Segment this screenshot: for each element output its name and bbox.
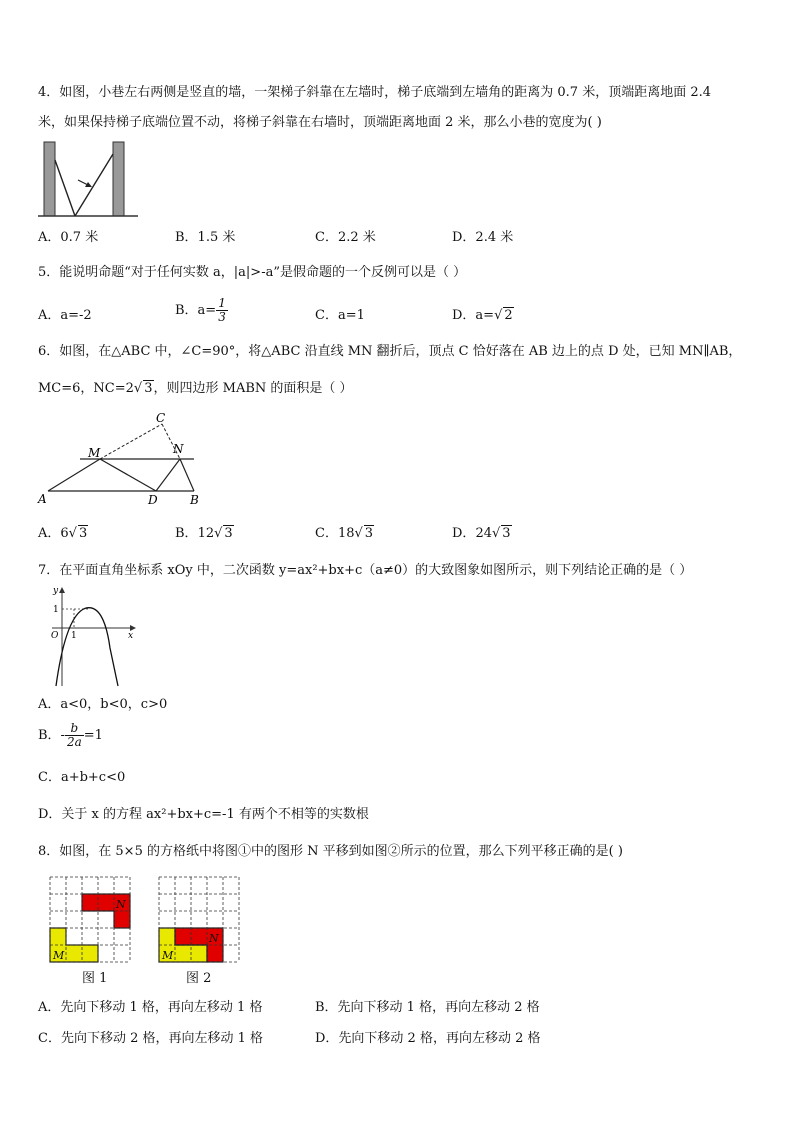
q5-option-a[interactable]: A．a=-2 (38, 308, 92, 323)
q8-option-a[interactable]: A．先向下移动 1 格，再向左移动 1 格 (38, 1000, 263, 1015)
q7-x-tick-1: 1 (71, 631, 77, 641)
q6-option-c-radicand: 3 (364, 526, 374, 541)
q6-stem-line2-suffix: ，则四边形 MABN 的面积是（ ） (153, 381, 353, 396)
q8-option-b[interactable]: B．先向下移动 1 格，再向左移动 2 格 (315, 1000, 540, 1015)
q7-option-b-fraction (65, 722, 84, 749)
q4-stem-line2: 米，如果保持梯子底端位置不动，将梯子斜靠在右墙时，顶端距离地面 2 米，那么小巷的宽度为( ) (38, 115, 602, 130)
q6-label-d: D (148, 493, 158, 507)
q6-option-a[interactable] (38, 525, 88, 543)
q6-nc-radicand: 3 (144, 381, 153, 396)
q6-label-m: M (88, 446, 101, 460)
q6-option-b-radicand: 3 (224, 526, 233, 541)
sqrt-sign-icon: √ (354, 526, 363, 541)
q6-nc-coefficient: 2 (125, 381, 134, 396)
q6-option-a-coef: 6 (60, 526, 69, 541)
q8-fig2-label-n: N (209, 932, 219, 945)
q7-option-b[interactable] (38, 722, 103, 749)
q5-option-d-prefix: D．a= (452, 308, 495, 323)
q4-option-d[interactable]: D．2.4 米 (452, 230, 514, 245)
q5-option-b-fraction (216, 297, 228, 324)
sqrt-sign-icon: √ (133, 381, 143, 396)
q4-option-a[interactable]: A．0.7 米 (38, 230, 99, 245)
sqrt-sign-icon: √ (68, 526, 77, 541)
q8-grid-figure-2 (159, 876, 241, 962)
q7-origin-label: O (51, 631, 59, 641)
q6-label-b: B (190, 493, 199, 507)
q8-fig1-caption: 图 1 (82, 971, 108, 986)
q8-option-c[interactable]: C．先向下移动 2 格，再向左移动 1 格 (38, 1031, 264, 1046)
q7-option-b-denominator: 2a (66, 735, 82, 749)
q6-option-a-prefix: A． (38, 526, 61, 541)
q7-axis-x-label: x (128, 631, 134, 641)
q7-option-b-prefix: B．- (38, 728, 65, 743)
sqrt-sign-icon: √ (214, 526, 223, 541)
q5-option-b-numerator: 1 (218, 296, 226, 310)
q6-option-a-radicand: 3 (78, 526, 88, 541)
sqrt-sign-icon: √ (491, 526, 501, 541)
q6-stem-line2-prefix: MC=6，NC= (38, 381, 126, 396)
q6-option-d[interactable] (452, 525, 512, 543)
q7-option-a[interactable]: A．a<0，b<0，c>0 (38, 697, 168, 712)
q6-option-b-prefix: B． (175, 526, 198, 541)
q6-option-d-prefix: D． (452, 526, 476, 541)
q6-option-d-coef: 24 (475, 526, 492, 541)
q7-option-b-suffix: =1 (83, 728, 103, 743)
q6-option-d-radicand: 3 (502, 526, 511, 541)
q5-option-b-prefix: B．a= (175, 303, 217, 318)
sqrt-sign-icon: √ (494, 308, 503, 323)
q7-option-b-numerator: b (65, 722, 84, 736)
q8-grid-figure-1 (50, 876, 132, 962)
q4-option-c[interactable]: C．2.2 米 (315, 230, 376, 245)
q8-fig1-label-m: M (53, 949, 65, 962)
q5-option-b[interactable] (175, 297, 228, 324)
q8-fig2-label-m: M (162, 949, 174, 962)
q7-y-tick-1: 1 (53, 605, 59, 615)
q8-stem: 8．如图，在 5×5 的方格纸中将图①中的图形 N 平移到如图②所示的位置，那么下列平移正确的是( ) (38, 844, 623, 859)
q5-option-d-radicand: 2 (504, 308, 513, 323)
q4-stem-line1: 4．如图，小巷左右两侧是竖直的墙，一架梯子斜靠在左墙时，梯子底端到左墙角的距离为 0.7 米，顶端距离地面 2.4 (38, 85, 712, 100)
q6-option-c-prefix: C． (315, 526, 338, 541)
q6-stem-line2 (38, 380, 353, 398)
q7-option-c[interactable]: C．a+b+c<0 (38, 770, 126, 785)
q4-option-b[interactable]: B．1.5 米 (175, 230, 236, 245)
q6-option-b[interactable] (175, 525, 234, 543)
q8-fig2-caption: 图 2 (186, 971, 212, 986)
q5-stem: 5．能说明命题“对于任何实数 a，|a|>-a”是假命题的一个反例可以是（ ） (38, 265, 467, 280)
q7-stem: 7．在平面直角坐标系 xOy 中，二次函数 y=ax²+bx+c（a≠0）的大致图象如图所示，则下列结论正确的是（ ） (38, 563, 693, 578)
q7-option-d[interactable]: D．关于 x 的方程 ax²+bx+c=-1 有两个不相等的实数根 (38, 807, 369, 822)
q6-option-b-coef: 12 (197, 526, 215, 541)
q6-label-c: C (156, 411, 166, 425)
q8-fig1-label-n: N (116, 898, 126, 911)
q7-axis-y-label: y (53, 586, 59, 596)
q6-label-a: A (38, 492, 47, 506)
q7-parabola-graph (40, 584, 140, 688)
q6-option-c[interactable] (315, 525, 374, 543)
q5-option-d[interactable] (452, 307, 514, 325)
q5-option-b-denominator: 3 (218, 310, 226, 324)
q5-option-c[interactable]: C．a=1 (315, 308, 365, 323)
q6-triangle-figure (36, 412, 206, 510)
q6-stem-line1: 6．如图，在△ABC 中，∠C=90°，将△ABC 沿直线 MN 翻折后，顶点 C 恰好落在 AB 边上的点 D 处，已知 MN∥AB， (38, 344, 742, 359)
q6-label-n: N (173, 442, 184, 456)
q4-alley-figure (38, 140, 140, 220)
q8-option-d[interactable]: D．先向下移动 2 格，再向左移动 2 格 (315, 1031, 541, 1046)
q6-option-c-coef: 18 (337, 526, 355, 541)
